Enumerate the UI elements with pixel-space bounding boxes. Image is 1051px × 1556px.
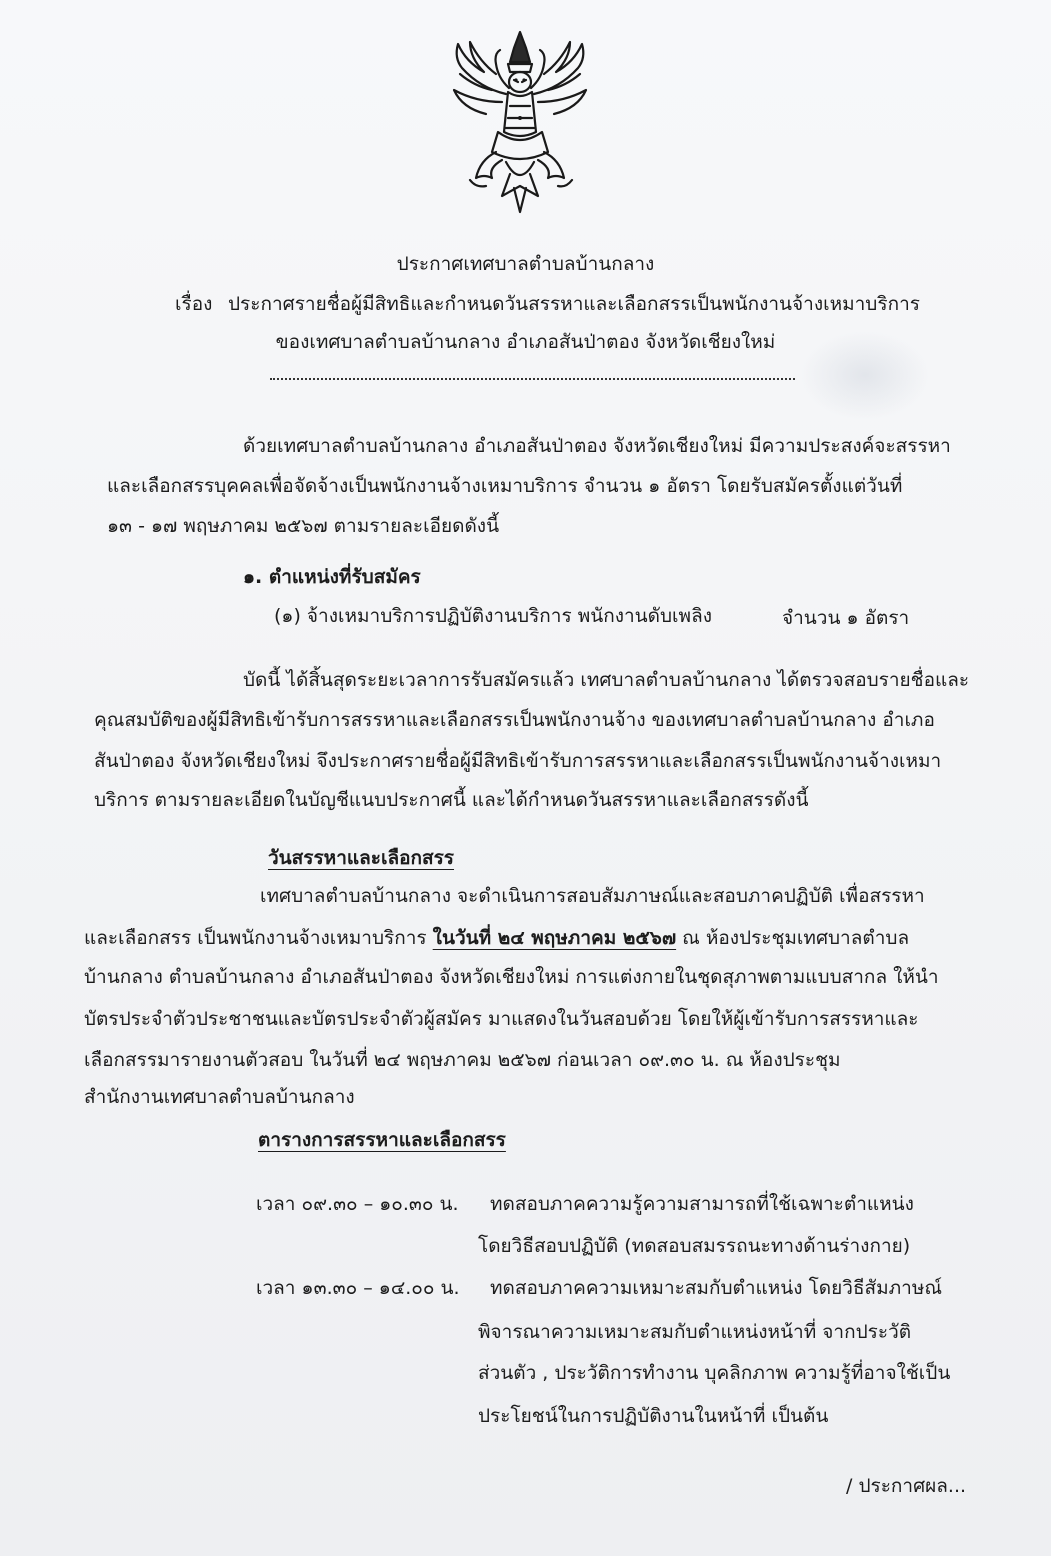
selection-line-5: เลือกสรรมารายงานตัวสอบ ในวันที่ ๒๔ พฤษภาคม ๒๕๖๗ ก่อนเวลา ๐๙.๓๐ น. ณ ห้องประชุม xyxy=(84,1049,841,1071)
para2-line-3: สันป่าตอง จังหวัดเชียงใหม่ จึงประกาศรายชื่อผู้มีสิทธิเข้ารับการสรรหาและเลือกสรรเป็นพนักงานจ้างเหมา xyxy=(94,750,942,772)
intro-line-3: ๑๓ - ๑๗ พฤษภาคม ๒๕๖๗ ตามรายละเอียดดังนี้ xyxy=(107,515,500,537)
garuda-emblem-icon xyxy=(440,28,600,218)
para2-line-1: บัดนี้ ได้สิ้นสุดระยะเวลาการรับสมัครแล้ว เทศบาลตำบลบ้านกลาง ได้ตรวจสอบรายชื่อและ xyxy=(243,669,970,691)
selection-line-6: สำนักงานเทศบาลตำบลบ้านกลาง xyxy=(84,1086,355,1108)
para2-line-2: คุณสมบัติของผู้มีสิทธิเข้ารับการสรรหาและเลือกสรรเป็นพนักงานจ้าง ของเทศบาลตำบลบ้านกลาง อำเภอ xyxy=(94,709,935,731)
intro-line-1: ด้วยเทศบาลตำบลบ้านกลาง อำเภอสันป่าตอง จังหวัดเชียงใหม่ มีความประสงค์จะสรรหา xyxy=(243,435,951,457)
schedule-desc-1-line-1: ทดสอบภาคความรู้ความสามารถที่ใช้เฉพาะตำแหน่ง xyxy=(490,1193,914,1215)
announcement-title: ประกาศเทศบาลตำบลบ้านกลาง xyxy=(396,253,655,275)
schedule-desc-2-line-4: ประโยชน์ในการปฏิบัติงานในหน้าที่ เป็นต้น xyxy=(478,1405,829,1427)
schedule-desc-2-line-2: พิจารณาความเหมาะสมกับตำแหน่งหน้าที่ จากประวัติ xyxy=(478,1321,912,1343)
selection-line-1: เทศบาลตำบลบ้านกลาง จะดำเนินการสอบสัมภาษณ์และสอบภาคปฏิบัติ เพื่อสรรหา xyxy=(260,885,925,907)
selection-line-2 xyxy=(84,926,909,950)
dotted-divider xyxy=(270,378,795,380)
selection-line-2-c: ณ ห้องประชุมเทศบาลตำบล xyxy=(676,927,910,949)
position-count: จำนวน ๑ อัตรา xyxy=(782,607,910,629)
page-continuation: / ประกาศผล... xyxy=(846,1475,967,1497)
schedule-desc-1-line-2: โดยวิธีสอบปฏิบัติ (ทดสอบสมรรถนะทางด้านร่างกาย) xyxy=(478,1235,911,1257)
schedule-desc-2-line-1: ทดสอบภาคความเหมาะสมกับตำแหน่ง โดยวิธีสัมภาษณ์ xyxy=(490,1277,943,1299)
subject-line-1: ประกาศรายชื่อผู้มีสิทธิและกำหนดวันสรรหาและเลือกสรรเป็นพนักงานจ้างเหมาบริการ xyxy=(228,293,920,315)
intro-line-2: และเลือกสรรบุคคลเพื่อจัดจ้างเป็นพนักงานจ้างเหมาบริการ จำนวน ๑ อัตรา โดยรับสมัครตั้งแต่วันที่ xyxy=(107,475,903,497)
schedule-time-2: เวลา ๑๓.๓๐ – ๑๔.๐๐ น. xyxy=(256,1277,460,1299)
selection-day-heading: วันสรรหาและเลือกสรร xyxy=(268,847,455,869)
section-1-heading: ๑. ตำแหน่งที่รับสมัคร xyxy=(243,566,421,588)
selection-line-3: บ้านกลาง ตำบลบ้านกลาง อำเภอสันป่าตอง จังหวัดเชียงใหม่ การแต่งกายในชุดสุภาพตามแบบสากล ให้นำ xyxy=(84,966,939,988)
schedule-time-1: เวลา ๐๙.๓๐ – ๑๐.๓๐ น. xyxy=(256,1193,459,1215)
selection-line-4: บัตรประจำตัวประชาชนและบัตรประจำตัวผู้สมัคร มาแสดงในวันสอบด้วย โดยให้ผู้เข้ารับการสรรหาและ xyxy=(84,1008,919,1030)
position-item: (๑) จ้างเหมาบริการปฏิบัติงานบริการ พนักงานดับเพลิง xyxy=(274,605,712,627)
schedule-heading: ตารางการสรรหาและเลือกสรร xyxy=(258,1129,506,1151)
selection-date-highlight: ในวันที่ ๒๔ พฤษภาคม ๒๕๖๗ xyxy=(432,927,677,949)
schedule-desc-2-line-3: ส่วนตัว , ประวัติการทำงาน บุคลิกภาพ ความรู้ที่อาจใช้เป็น xyxy=(478,1362,951,1384)
para2-line-4: บริการ ตามรายละเอียดในบัญชีแนบประกาศนี้ และได้กำหนดวันสรรหาและเลือกสรรดังนี้ xyxy=(94,789,809,811)
subject-prefix: เรื่อง xyxy=(175,293,213,315)
subject-line-2: ของเทศบาลตำบลบ้านกลาง อำเภอสันป่าตอง จังหวัดเชียงใหม่ xyxy=(275,331,776,353)
selection-line-2-a: และเลือกสรร เป็นพนักงานจ้างเหมาบริการ xyxy=(84,927,433,949)
